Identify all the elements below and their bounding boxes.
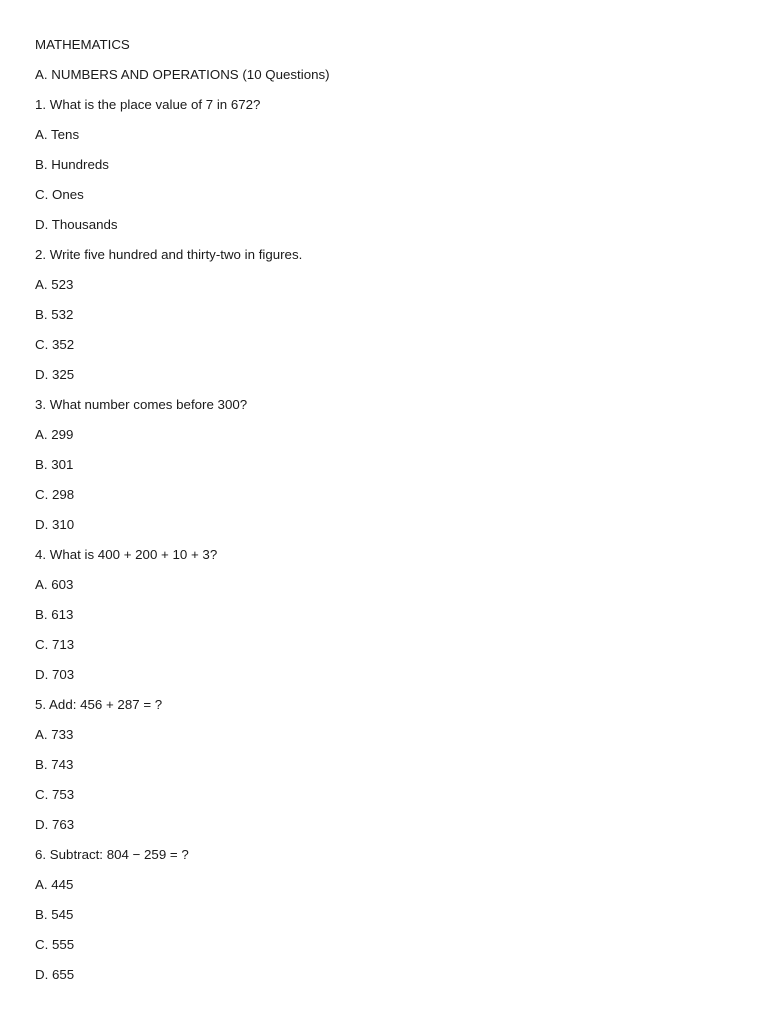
answer-option: D. 310 [35, 517, 75, 532]
answer-option: B. 743 [35, 757, 74, 772]
answer-option: D. 763 [35, 817, 75, 832]
question-text: 5. Add: 456 + 287 = ? [35, 697, 163, 712]
question-text: 1. What is the place value of 7 in 672? [35, 97, 261, 112]
answer-option: D. Thousands [35, 217, 118, 232]
answer-option: D. 325 [35, 367, 75, 382]
answer-option: C. 555 [35, 937, 75, 952]
question-text: 2. Write five hundred and thirty-two in figures. [35, 247, 303, 262]
question-block [35, 695, 768, 845]
section-title: A. NUMBERS AND OPERATIONS (10 Questions) [35, 67, 330, 82]
question-block [35, 95, 768, 245]
question-block [35, 545, 768, 695]
answer-option: D. 703 [35, 667, 75, 682]
answer-option: C. Ones [35, 187, 84, 202]
answer-option: A. 445 [35, 877, 74, 892]
answer-option: C. 352 [35, 337, 75, 352]
question-block [35, 245, 768, 395]
answer-option: B. 613 [35, 607, 74, 622]
question-text: 3. What number comes before 300? [35, 397, 248, 412]
answer-option: A. 523 [35, 277, 74, 292]
answer-option: B. 545 [35, 907, 74, 922]
answer-option: A. Tens [35, 127, 80, 142]
answer-option: C. 713 [35, 637, 75, 652]
answer-option: A. 733 [35, 727, 74, 742]
answer-option: C. 298 [35, 487, 75, 502]
answer-option: D. 655 [35, 967, 75, 982]
answer-option: B. Hundreds [35, 157, 109, 172]
answer-option: B. 532 [35, 307, 74, 322]
question-block [35, 845, 768, 995]
answer-option: B. 301 [35, 457, 74, 472]
answer-option: A. 299 [35, 427, 74, 442]
answer-option: A. 603 [35, 577, 74, 592]
question-block [35, 395, 768, 545]
question-text: 4. What is 400 + 200 + 10 + 3? [35, 547, 218, 562]
question-text: 6. Subtract: 804 − 259 = ? [35, 847, 189, 862]
answer-option: C. 753 [35, 787, 75, 802]
subject-heading: MATHEMATICS [35, 37, 130, 52]
